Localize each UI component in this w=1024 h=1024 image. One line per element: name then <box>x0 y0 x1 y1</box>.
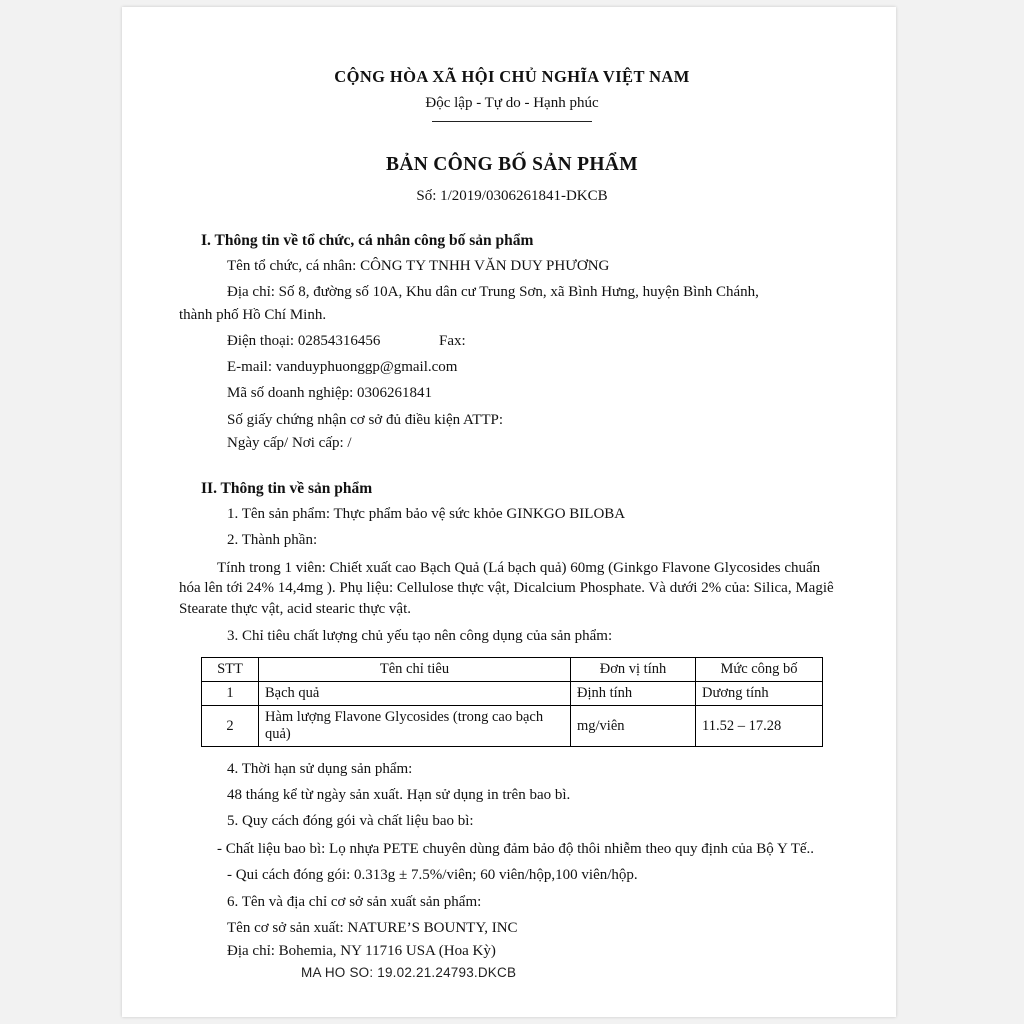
row-1-stt: 1 <box>202 681 259 705</box>
row-1-unit: Định tính <box>571 681 696 705</box>
org-business-code: Mã số doanh nghiệp: 0306261841 <box>227 385 432 402</box>
shelf-life-detail: 48 tháng kể từ ngày sản xuất. Hạn sử dụng in trên bao bì. <box>227 787 571 804</box>
packaging-material: - Chất liệu bao bì: Lọ nhựa PETE chuyên dùng đảm bảo độ thôi nhiễm theo quy định của Bộ Y Tế.. <box>217 840 815 857</box>
product-name: 1. Tên sản phẩm: Thực phẩm bảo vệ sức khỏe GINKGO BILOBA <box>227 506 626 522</box>
packaging-spec: - Qui cách đóng gói: 0.313g ± 7.5%/viên; 60 viên/hộp,100 viên/hộp. <box>227 867 638 884</box>
manufacturer-heading: 6. Tên và địa chỉ cơ sở sản xuất sản phẩm: <box>227 893 482 910</box>
contact-row <box>227 331 845 351</box>
table-header-criteria: Tên chỉ tiêu <box>259 657 571 681</box>
section-2-heading: II. Thông tin về sản phẩm <box>201 480 373 497</box>
shelf-life-heading: 4. Thời hạn sử dụng sản phẩm: <box>227 760 413 777</box>
document-title: BẢN CÔNG BỐ SẢN PHẨM <box>386 154 638 175</box>
org-attp-cert: Số giấy chứng nhận cơ sở đủ điều kiện ATTP: <box>227 411 504 428</box>
table-header-row <box>202 657 823 681</box>
section-1-heading: I. Thông tin về tổ chức, cá nhân công bố sản phẩm <box>201 232 534 249</box>
national-motto: Độc lập - Tự do - Hạnh phúc <box>425 95 599 111</box>
table-header-stt: STT <box>202 657 259 681</box>
org-address-continued: thành phố Hồ Chí Minh. <box>179 306 327 323</box>
document-body <box>179 67 845 961</box>
quality-criteria-table <box>201 657 823 747</box>
org-name: Tên tổ chức, cá nhân: CÔNG TY TNHH VĂN DUY PHƯƠNG <box>227 258 610 274</box>
row-2-value: 11.52 – 17.28 <box>696 705 823 746</box>
table-header-value: Mức công bố <box>696 657 823 681</box>
packaging-heading: 5. Quy cách đóng gói và chất liệu bao bì: <box>227 813 474 830</box>
product-ingredients: Tính trong 1 viên: Chiết xuất cao Bạch Quả (Lá bạch quả) 60mg (Ginkgo Flavone Glycosides chuẩn hóa lên tới 24% 14,4mg ). Phụ liệu: Cellulose thực vật, Dicalcium Phosphate. Và dưới 2% của: Silica, Magiê Stearate thực vật, acid stearic thực vật. <box>179 559 834 617</box>
org-email: E-mail: vanduyphuonggp@gmail.com <box>227 359 458 375</box>
table-row <box>202 705 823 746</box>
table-header-unit: Đơn vị tính <box>571 657 696 681</box>
org-fax: Fax: <box>439 332 466 349</box>
org-address: Địa chỉ: Số 8, đường số 10A, Khu dân cư Trung Sơn, xã Bình Hưng, huyện Bình Chánh, <box>227 284 759 301</box>
manufacturer-name: Tên cơ sở sản xuất: NATURE’S BOUNTY, INC <box>227 919 518 936</box>
row-2-unit: mg/viên <box>571 705 696 746</box>
row-2-stt: 2 <box>202 705 259 746</box>
quality-criteria-heading: 3. Chỉ tiêu chất lượng chủ yếu tạo nên công dụng của sản phẩm: <box>227 627 613 644</box>
divider-rule <box>432 121 592 122</box>
row-2-criteria: Hàm lượng Flavone Glycosides (trong cao bạch quả) <box>259 705 571 746</box>
document-number: Số: 1/2019/0306261841-DKCB <box>416 188 608 204</box>
document-sheet <box>122 7 896 1017</box>
row-1-criteria: Bạch quả <box>259 681 571 705</box>
row-1-value: Dương tính <box>696 681 823 705</box>
manufacturer-address: Địa chỉ: Bohemia, NY 11716 USA (Hoa Kỳ) <box>227 943 496 959</box>
product-composition-heading: 2. Thành phần: <box>227 532 318 549</box>
file-code: MA HO SO: 19.02.21.24793.DKCB <box>301 965 517 980</box>
org-issue-date: Ngày cấp/ Nơi cấp: / <box>227 434 352 451</box>
org-phone: Điện thoại: 02854316456 <box>227 332 381 349</box>
national-title: CỘNG HÒA XÃ HỘI CHỦ NGHĨA VIỆT NAM <box>334 67 690 86</box>
table-row <box>202 681 823 705</box>
